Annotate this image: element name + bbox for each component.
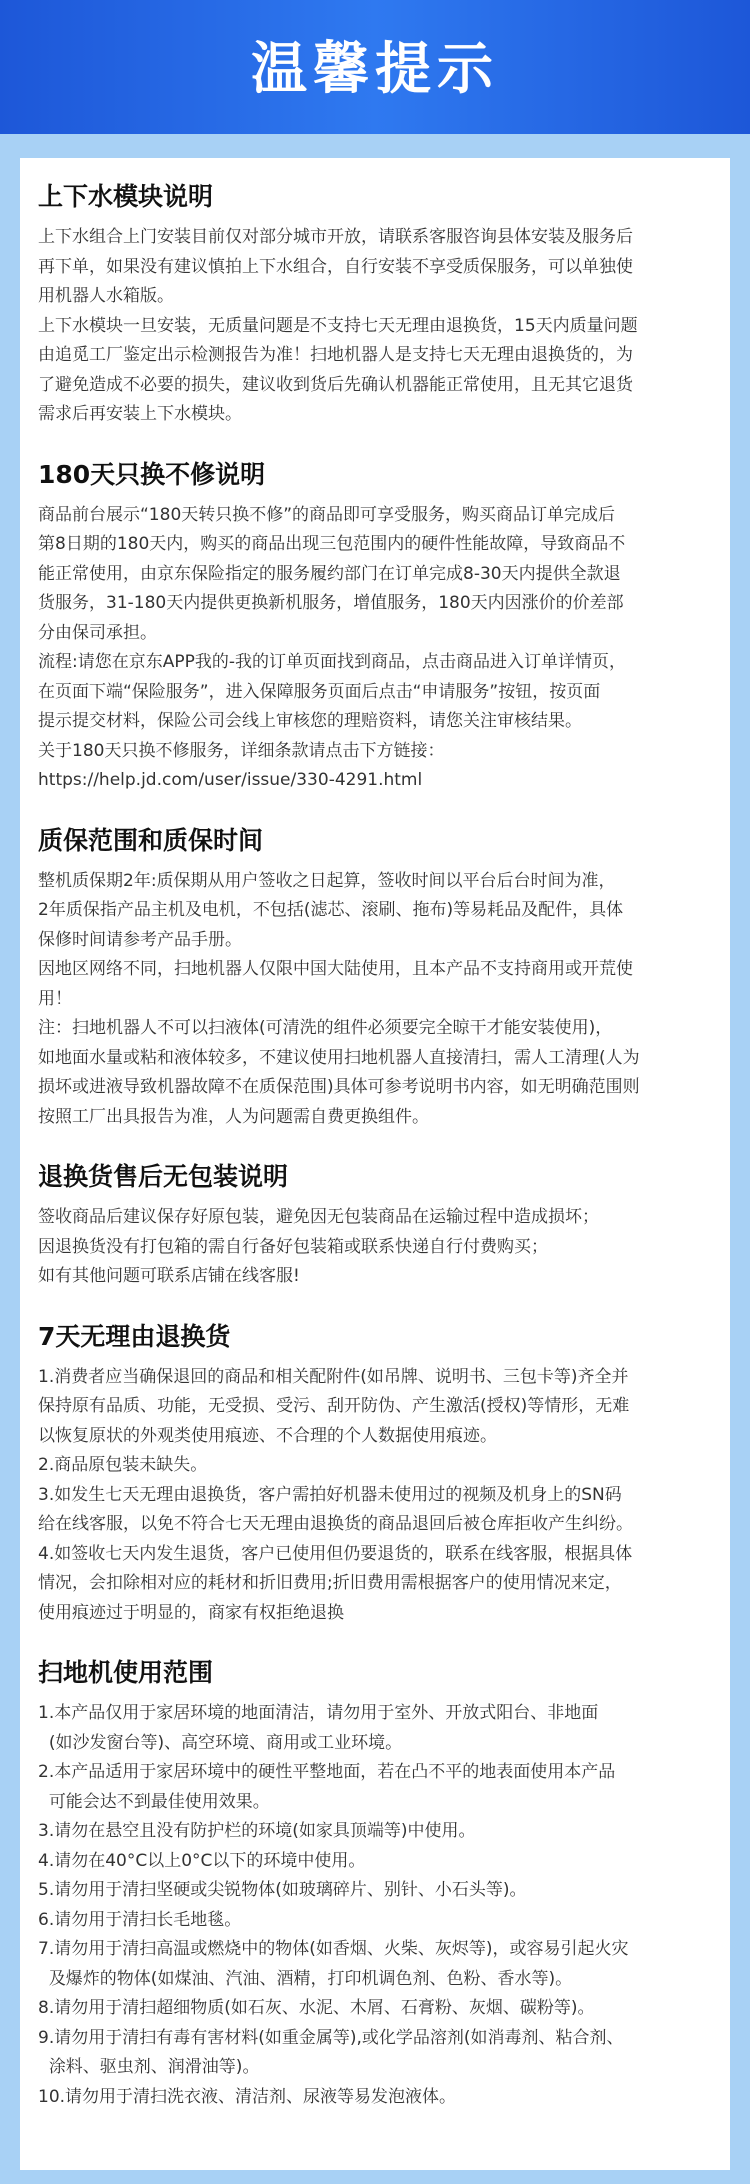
paragraph-line: 分由保司承担。: [38, 622, 157, 643]
section-divider: [38, 430, 710, 456]
list-item: 2.商品原包装未缺失。: [38, 1455, 208, 1475]
paragraph-line: 需求后再安装上下水模块。: [38, 404, 242, 424]
paragraph-line: 保修时间请参考产品手册。: [38, 929, 242, 950]
paragraph-line: 如有其他问题可联系店铺在线客服!: [38, 1266, 300, 1286]
section-warranty: [38, 822, 710, 1133]
paragraph-line: 再下单，如果没有建议慎拍上下水组合，自行安装不享受质保服务，可以单独使: [38, 256, 633, 277]
list-item: 8.请勿用于清扫超细物质(如石灰、水泥、木屑、石膏粉、灰烟、碳粉等)。: [38, 1998, 595, 2018]
banner-header: [0, 0, 750, 134]
section-title: 上下水模块说明: [38, 182, 214, 211]
list-item: 6.请勿用于清扫长毛地毯。: [38, 1909, 242, 1930]
section-7-day-return: [38, 1318, 710, 1629]
section-title: 质保范围和质保时间: [38, 825, 264, 855]
list-item: 情况，会扣除相对应的耗材和折旧费用;折旧费用需根据客户的使用情况来定，: [38, 1573, 622, 1593]
list-item: 以恢复原状的外观类使用痕迹、不合理的个人数据使用痕迹。: [38, 1425, 497, 1446]
list-item: 7.请勿用于清扫高温或燃烧中的物体(如香烟、火柴、灰烬等)，或容易引起火灾: [38, 1939, 629, 1959]
section-title: 退换货售后无包装说明: [38, 1162, 289, 1191]
paragraph-line: 上下水模块一旦安装，无质量问题是不支持七天无理由退换货，15天内质量问题: [38, 315, 638, 336]
paragraph-line: 2年质保指产品主机及电机，不包括(滤芯、滚刷、拖布)等易耗品及配件，具体: [38, 900, 624, 920]
paragraph-line: 在页面下端“保险服务”，进入保障服务页面后点击“申请服务”按钮，按页面: [38, 681, 601, 702]
paragraph-line: 用机器人水箱版。: [38, 286, 174, 306]
section-no-packaging: [38, 1158, 710, 1292]
paragraph-line: 上下水组合上门安装目前仅对部分城市开放，请联系客服咨询县体安装及服务后: [38, 227, 633, 247]
section-title: 7天无理由退换货: [38, 1321, 231, 1351]
section-divider: [38, 1132, 710, 1158]
paragraph-line: 按照工厂出具报告为准，人为问题需自费更换组件。: [38, 1106, 429, 1127]
paragraph-line: 整机质保期2年:质保期从用户签收之日起算，签收时间以平台后台时间为准，: [38, 870, 616, 891]
list-item: 保持原有品质、功能，无受损、受污、刮开防伪、产生激活(授权)等情形，无难: [38, 1396, 630, 1416]
list-item: 1.本产品仅用于家居环境的地面清洁，请勿用于室外、开放式阳台、非地面: [38, 1703, 599, 1723]
paragraph-line: 签收商品后建议保存好原包装，避免因无包装商品在运输过程中造成损坏；: [38, 1207, 599, 1227]
list-item: 4.如签收七天内发生退货，客户已使用但仍要退货的，联系在线客服，根据具体: [38, 1543, 633, 1564]
list-item: 2.本产品适用于家居环境中的硬性平整地面，若在凸不平的地表面使用本产品: [38, 1762, 616, 1782]
list-item: 及爆炸的物体(如煤油、汽油、酒精，打印机调色剂、色粉、香水等)。: [38, 1968, 573, 1989]
paragraph-line: 注：扫地机器人不可以扫液体(可清洗的组件必须要完全晾干才能安装使用)，: [38, 1018, 613, 1038]
section-divider: [38, 1292, 710, 1318]
section-divider: [38, 1628, 710, 1654]
list-item: 3.请勿在悬空且没有防护栏的环境(如家具顶端等)中使用。: [38, 1821, 476, 1841]
paragraph-line: 流程:请您在京东APP我的-我的订单页面找到商品，点击商品进入订单详情页，: [38, 652, 626, 672]
paragraph-line: 如地面水量或粘和液体较多，不建议使用扫地机器人直接清扫，需人工清理(人为: [38, 1047, 640, 1068]
list-item: 10.请勿用于清扫洗衣液、清洁剂、尿液等易发泡液体。: [38, 2086, 457, 2107]
section-usage-scope: [38, 1654, 710, 2112]
paragraph-line: 关于180天只换不修服务，详细条款请点击下方链接：: [38, 740, 445, 761]
paragraph-line: 商品前台展示“180天转只换不修”的商品即可享受服务，购买商品订单完成后: [38, 504, 616, 525]
list-item: 3.如发生七天无理由退换货，客户需拍好机器未使用过的视频及机身上的SN码: [38, 1484, 622, 1505]
list-item: 1.消费者应当确保退回的商品和相关配附件(如吊牌、说明书、三包卡等)齐全并: [38, 1366, 629, 1387]
list-item: 给在线客服，以免不符合七天无理由退换货的商品退回后被仓库拒收产生纠纷。: [38, 1514, 633, 1534]
paragraph-line: 因退换货没有打包箱的需自行备好包装箱或联系快递自行付费购买；: [38, 1236, 548, 1257]
paragraph-line: 货服务，31-180天内提供更换新机服务，增值服务，180天内因涨价的价差部: [38, 593, 624, 613]
list-item: 使用痕迹过于明显的，商家有权拒绝退换: [38, 1602, 344, 1623]
paragraph-line: 用！: [38, 988, 72, 1009]
list-item: 5.请勿用于清扫坚硬或尖锐物体(如玻璃碎片、别针、小石头等)。: [38, 1880, 527, 1900]
paragraph-line: 损坏或进液导致机器故障不在质保范围)具体可参考说明书内容，如无明确范围则: [38, 1077, 640, 1097]
list-item: 涂料、驱虫剂、润滑油等)。: [38, 2057, 260, 2077]
section-divider: [38, 796, 710, 822]
paragraph-line: 第8日期的180天内，购买的商品出现三包范围内的硬件性能故障，导致商品不: [38, 534, 626, 554]
paragraph-line: 因地区网络不同，扫地机器人仅限中国大陆使用，且本产品不支持商用或开荒使: [38, 959, 633, 979]
help-link[interactable]: https://help.jd.com/user/issue/330-4291.html: [38, 770, 423, 790]
list-item: 4.请勿在40°C以上0°C以下的环境中使用。: [38, 1850, 366, 1871]
list-item: 9.请勿用于清扫有毒有害材料(如重金属等),或化学品溶剂(如消毒剂、粘合剂、: [38, 2027, 624, 2048]
section-water-module: [38, 178, 710, 430]
notice-card: [20, 158, 730, 2170]
paragraph-line: 提示提交材料，保险公司会线上审核您的理赔资料，请您关注审核结果。: [38, 711, 582, 731]
list-item: 可能会达不到最佳使用效果。: [38, 1791, 270, 1812]
section-title: 180天只换不修说明: [38, 459, 266, 489]
paragraph-line: 由追觅工厂鉴定出示检测报告为准！扫地机器人是支持七天无理由退换货的，为: [38, 345, 633, 365]
section-180-days: [38, 456, 710, 796]
paragraph-line: 了避免造成不必要的损失，建议收到货后先确认机器能正常使用，且无其它退货: [38, 374, 633, 395]
list-item: (如沙发窗台等)、高空环境、商用或工业环境。: [38, 1732, 403, 1753]
section-title: 扫地机使用范围: [38, 1658, 214, 1687]
paragraph-line: 能正常使用，由京东保险指定的服务履约部门在订单完成8-30天内提供全款退: [38, 563, 621, 584]
page-title: 温馨提示: [251, 37, 499, 102]
